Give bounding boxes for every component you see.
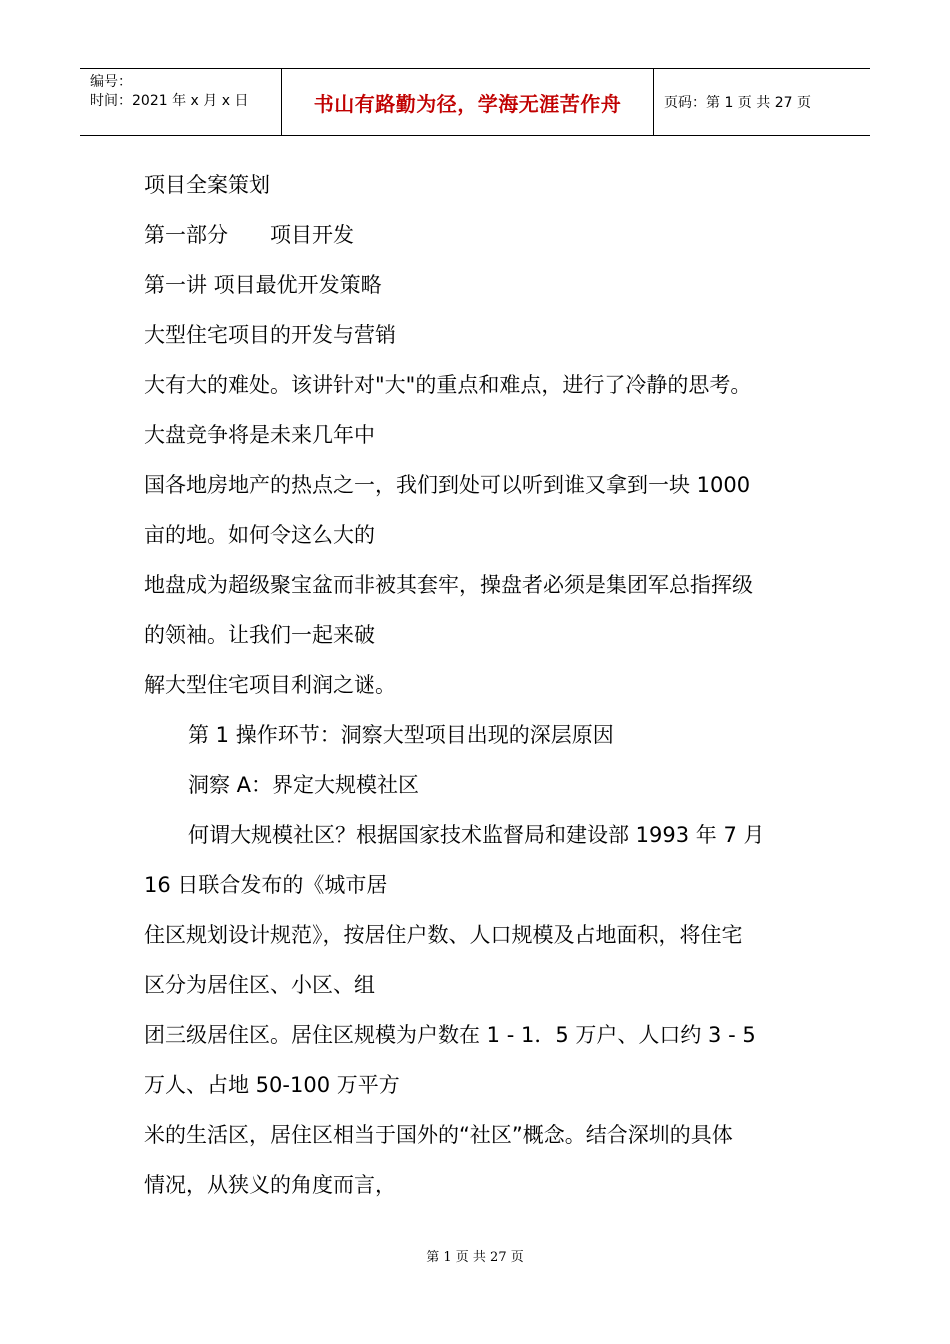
header-page-info: 页码：第 1 页 共 27 页	[664, 95, 811, 111]
text-line: 大盘竞争将是未来几年中	[144, 423, 375, 447]
section-heading: 大型住宅项目的开发与营销	[144, 323, 396, 347]
text-line: 情况，从狭义的角度而言，	[144, 1173, 396, 1197]
insight-heading: 洞察 A：界定大规模社区	[188, 773, 420, 797]
text-line: 区分为居住区、小区、组	[144, 973, 375, 997]
doc-title: 项目全案策划	[144, 173, 270, 197]
header-page-cell	[654, 69, 870, 135]
text-line: 何谓大规模社区？根据国家技术监督局和建设部 1993 年 7 月	[188, 823, 765, 847]
step-heading: 第 1 操作环节：洞察大型项目出现的深层原因	[188, 723, 614, 747]
text-line: 的领袖。让我们一起来破	[144, 623, 375, 647]
text-line: 国各地房地产的热点之一，我们到处可以听到谁又拿到一块 1000	[144, 473, 751, 497]
page-footer: 第 1 页 共 27 页	[426, 1250, 524, 1265]
header-time-label: 时间：2021 年 x 月 x 日	[90, 93, 249, 109]
text-line: 米的生活区，居住区相当于国外的“社区”概念。结合深圳的具体	[144, 1123, 733, 1147]
part-heading: 第一部分 项目开发	[144, 223, 354, 247]
text-line: 万人、占地 50-100 万平方	[144, 1073, 400, 1097]
header-meta-cell	[80, 69, 282, 135]
text-line: 亩的地。如何令这么大的	[144, 523, 375, 547]
text-line: 解大型住宅项目利润之谜。	[144, 673, 396, 697]
text-line: 16 日联合发布的《城市居	[144, 873, 388, 897]
header-motto: 书山有路勤为径，学海无涯苦作舟	[313, 91, 622, 116]
text-line: 大有大的难处。该讲针对"大"的重点和难点，进行了冷静的思考。	[144, 373, 752, 397]
text-line: 住区规划设计规范》，按居住户数、人口规模及占地面积，将住宅	[144, 923, 743, 947]
lecture-heading: 第一讲 项目最优开发策略	[144, 273, 382, 297]
text-line: 团三级居住区。居住区规模为户数在 1 - 1．5 万户、人口约 3 - 5	[144, 1023, 756, 1047]
document-body	[144, 160, 804, 1210]
header-number-label: 编号：	[90, 74, 132, 90]
document-header	[80, 68, 870, 136]
header-motto-cell	[282, 69, 654, 135]
text-line: 地盘成为超级聚宝盆而非被其套牢，操盘者必须是集团军总指挥级	[144, 573, 753, 597]
